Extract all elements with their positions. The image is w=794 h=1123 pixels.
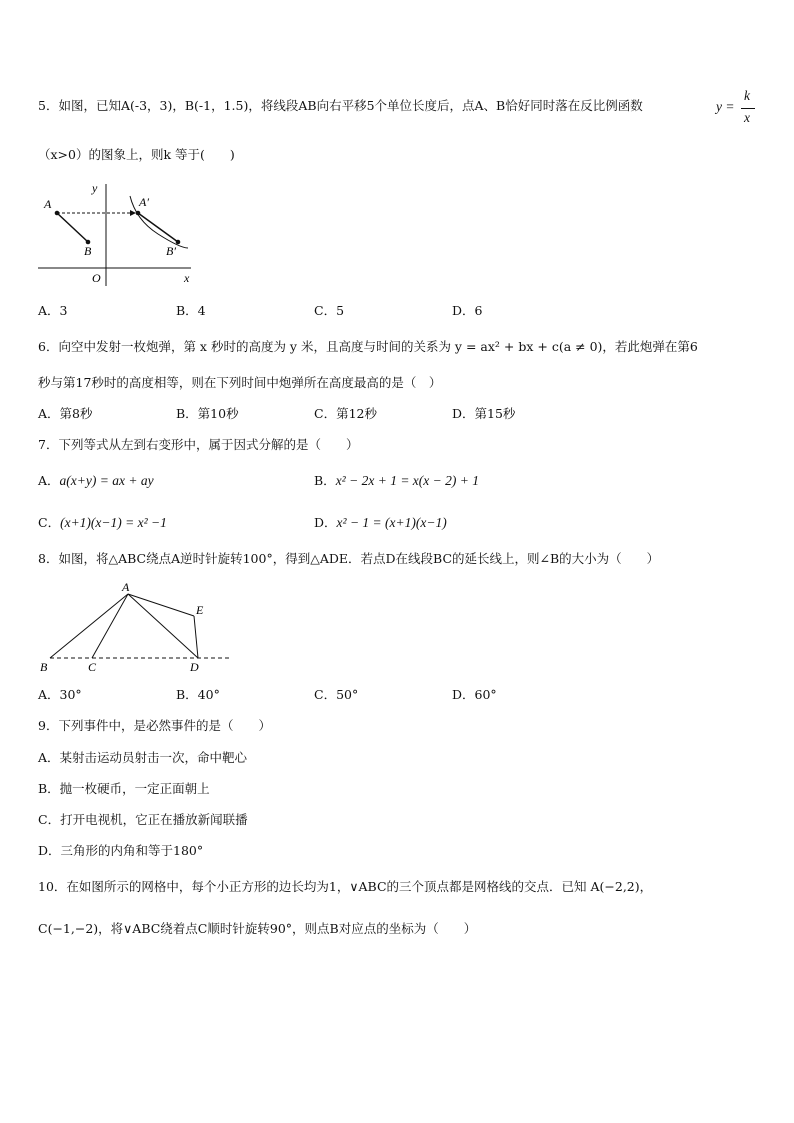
q8-segment-AB xyxy=(50,594,128,658)
q6-stem-line2: 秒与第17秒时的高度相等，则在下列时间中炮弹所在高度最高的是（ ） xyxy=(38,375,442,390)
q5-label-y: y xyxy=(92,181,98,195)
q6-option-d[interactable]: D．第15秒 xyxy=(452,406,516,421)
q7-option-a[interactable] xyxy=(38,472,154,490)
q5-option-b[interactable]: B．4 xyxy=(176,303,206,318)
q8-option-d[interactable]: D．60° xyxy=(452,687,497,702)
q5-label-x: x xyxy=(184,271,190,285)
q8-stem: 8．如图，将△ABC绕点A逆时针旋转100°，得到△ADE．若点D在线段BC的延长线上，则∠B的大小为（ ） xyxy=(38,551,660,566)
q5-arrowhead xyxy=(130,210,136,216)
q8-segment-AC xyxy=(92,594,128,658)
q5-stem-line1: 5．如图，已知A(-3，3)，B(-1，1.5)，将线段AB向右平移5个单位长度后，点A、B恰好同时落在反比例函数 xyxy=(38,98,643,113)
q6-option-c[interactable]: C．第12秒 xyxy=(314,406,377,421)
q5-label-B: B xyxy=(84,244,92,258)
q5-segment-AprimeBprime xyxy=(138,213,178,242)
q7-option-b-label: B． xyxy=(314,473,336,488)
q5-function-lhs: y = xyxy=(716,99,735,114)
q5-label-Bprime: B′ xyxy=(166,244,176,258)
q7-option-b[interactable] xyxy=(314,472,479,490)
q8-label-D: D xyxy=(190,660,199,674)
q5-label-O: O xyxy=(92,271,101,285)
q5-stem-line2: （x>0）的图象上，则k 等于( ) xyxy=(38,147,235,162)
q5-label-A: A xyxy=(44,197,52,211)
q5-point-A xyxy=(55,211,60,216)
q7-option-d[interactable] xyxy=(314,514,447,532)
q8-segment-DE xyxy=(194,616,198,658)
q7-option-c-label: C． xyxy=(38,515,61,530)
q8-figure xyxy=(36,578,236,676)
q9-option-d[interactable]: D．三角形的内角和等于180° xyxy=(38,843,204,858)
q5-segment-AB xyxy=(57,213,88,242)
q5-function-fraction xyxy=(716,88,758,130)
q8-segment-AD xyxy=(128,594,198,658)
q5-option-d[interactable]: D．6 xyxy=(452,303,483,318)
q9-option-b[interactable]: B．抛一枚硬币，一定正面朝上 xyxy=(38,781,210,796)
q7-option-d-label: D． xyxy=(314,515,337,530)
q7-option-a-label: A． xyxy=(38,473,60,488)
q10-stem-line1: 10．在如图所示的网格中，每个小正方形的边长均为1，∨ABC的三个顶点都是网格线的交点．已知 A(−2,2)， xyxy=(38,879,653,894)
q6-stem-line1: 6．向空中发射一枚炮弹，第 x 秒时的高度为 y 米，且高度与时间的关系为 y = ax² + bx + c(a ≠ 0)，若此炮弹在第6 xyxy=(38,339,698,354)
q5-fraction-denominator: x xyxy=(744,110,750,125)
q8-option-a[interactable]: A．30° xyxy=(38,687,82,702)
q5-fraction-bar xyxy=(741,108,755,109)
q5-figure xyxy=(36,178,196,290)
q8-segment-AE xyxy=(128,594,194,616)
q5-fraction-numerator: k xyxy=(744,88,750,103)
q7-option-a-expr: a(x+y) = ax + ay xyxy=(59,473,154,488)
q6-option-a[interactable]: A．第8秒 xyxy=(38,406,93,421)
q7-option-c-expr: (x+1)(x−1) = x² −1 xyxy=(60,515,167,530)
q8-label-A: A xyxy=(122,580,130,594)
q7-option-b-expr: x² − 2x + 1 = x(x − 2) + 1 xyxy=(335,473,479,488)
q5-option-a[interactable]: A．3 xyxy=(38,303,68,318)
q9-option-a[interactable]: A．某射击运动员射击一次，命中靶心 xyxy=(38,750,248,765)
q7-stem: 7．下列等式从左到右变形中，属于因式分解的是（ ） xyxy=(38,437,359,452)
q8-label-B: B xyxy=(40,660,48,674)
q8-label-C: C xyxy=(88,660,97,674)
q7-option-c[interactable] xyxy=(38,514,167,532)
q5-option-c[interactable]: C．5 xyxy=(314,303,345,318)
q6-option-b[interactable]: B．第10秒 xyxy=(176,406,239,421)
q5-label-Aprime: A′ xyxy=(139,195,149,209)
q9-option-c[interactable]: C．打开电视机，它正在播放新闻联播 xyxy=(38,812,248,827)
q7-option-d-expr: x² − 1 = (x+1)(x−1) xyxy=(336,515,447,530)
q8-label-E: E xyxy=(196,603,204,617)
q5-point-Bprime xyxy=(176,240,181,245)
q8-option-c[interactable]: C．50° xyxy=(314,687,359,702)
q10-stem-line2: C(−1,−2)，将∨ABC绕着点C顺时针旋转90°，则点B对应点的坐标为（ ） xyxy=(38,921,477,936)
q5-point-Aprime xyxy=(136,211,141,216)
q9-stem: 9．下列事件中，是必然事件的是（ ） xyxy=(38,718,271,733)
q8-option-b[interactable]: B．40° xyxy=(176,687,220,702)
